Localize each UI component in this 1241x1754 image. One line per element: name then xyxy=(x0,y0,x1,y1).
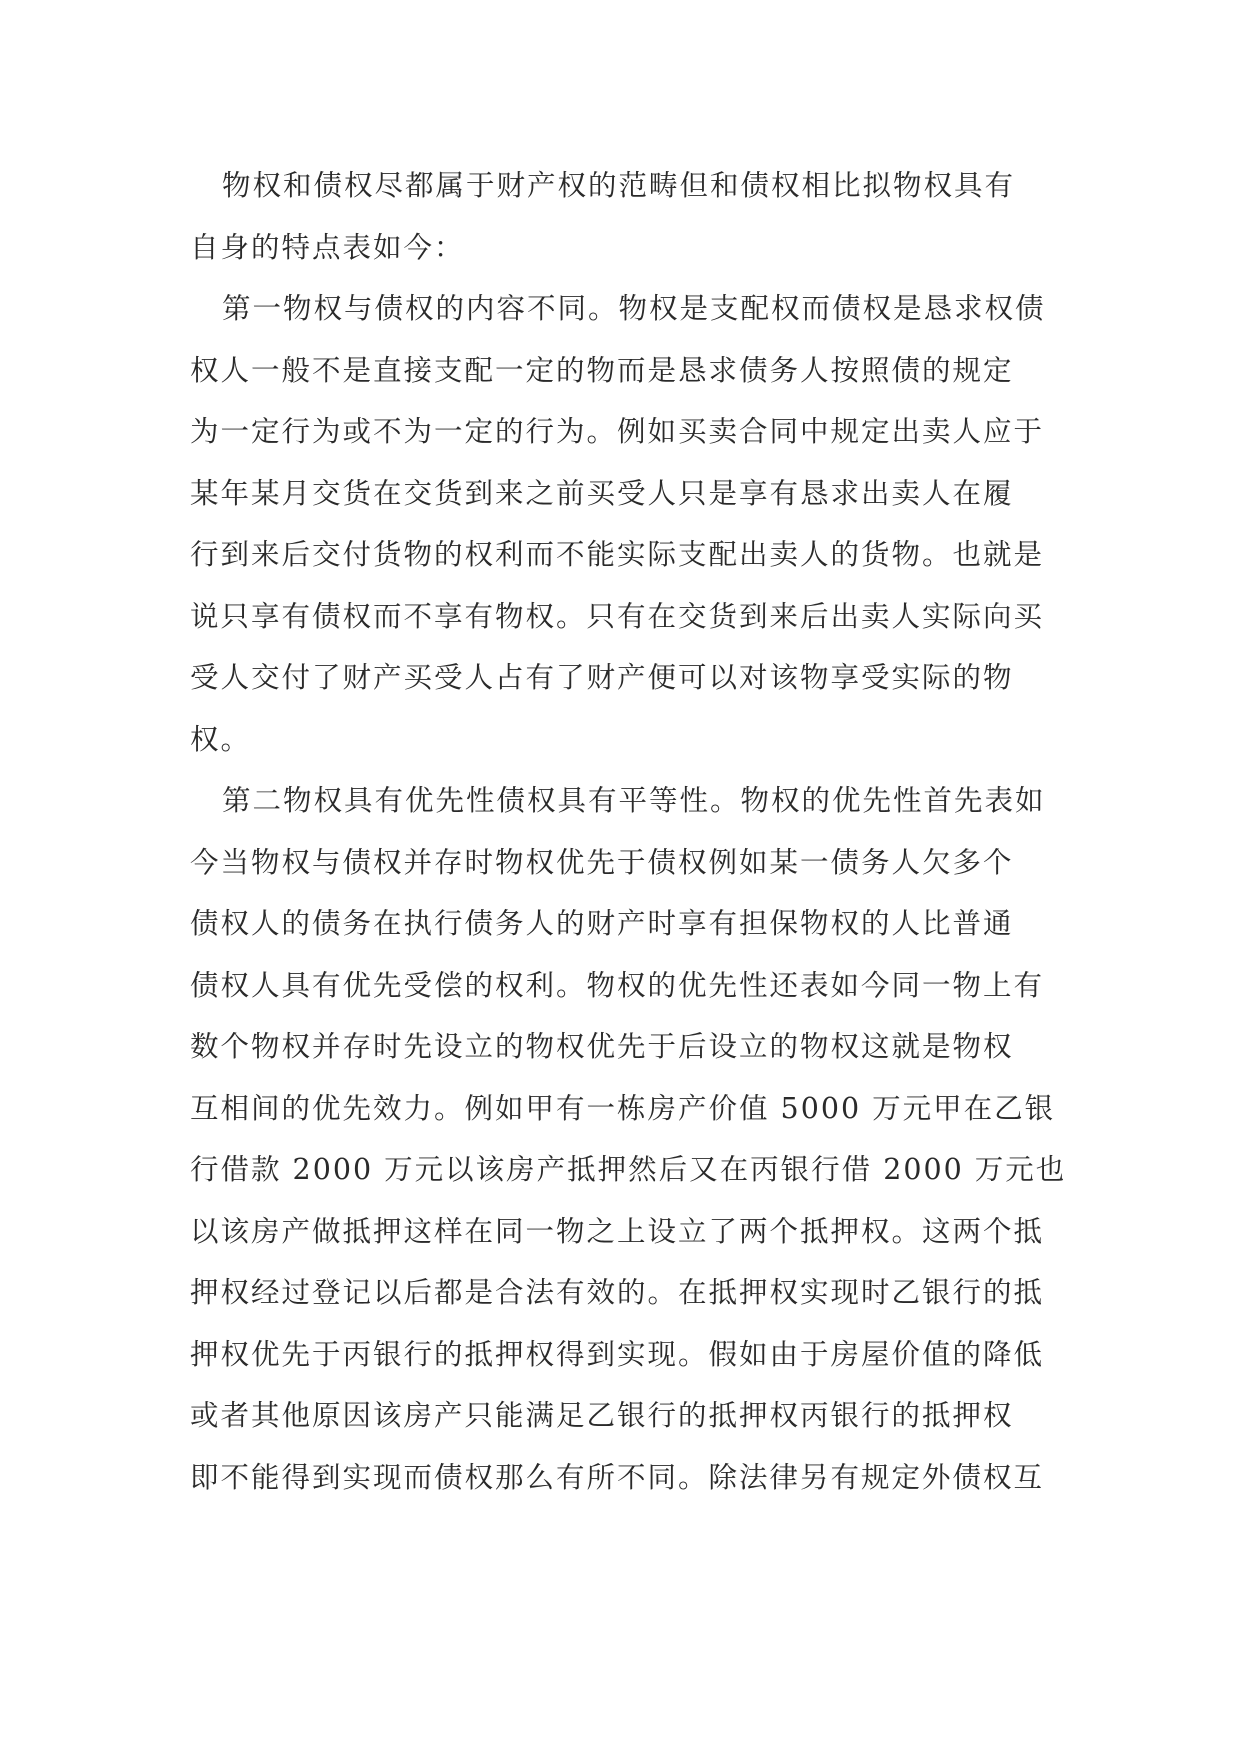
text-line: 权人一般不是直接支配一定的物而是恳求债务人按照债的规定 xyxy=(190,353,1014,387)
text-line: 或者其他原因该房产只能满足乙银行的抵押权丙银行的抵押权 xyxy=(190,1399,1014,1432)
paragraph-second-difference xyxy=(190,770,1067,1508)
text-line: 互相间的优先效力。例如甲有一栋房产价值 5000 万元甲在乙银 xyxy=(190,1091,1056,1125)
text-line: 以该房产做抵押这样在同一物之上设立了两个抵押权。这两个抵 xyxy=(190,1214,1045,1248)
paragraph-intro xyxy=(190,155,1056,278)
text-line: 即不能得到实现而债权那么有所不同。除法律另有规定外债权互 xyxy=(190,1460,1045,1494)
text-line: 债权人具有优先受偿的权利。物权的优先性还表如今同一物上有 xyxy=(190,968,1045,1002)
paragraph-first-difference xyxy=(190,278,1056,770)
text-line: 为一定行为或不为一定的行为。例如买卖合同中规定出卖人应于 xyxy=(190,415,1045,448)
text-line: 某年某月交货在交货到来之前买受人只是享有恳求出卖人在履 xyxy=(190,476,1014,510)
text-line: 今当物权与债权并存时物权优先于债权例如某一债务人欠多个 xyxy=(190,845,1014,879)
text-line: 行借款 2000 万元以该房产抵押然后又在丙银行借 2000 万元也 xyxy=(190,1153,1067,1186)
text-line: 物权和债权尽都属于财产权的范畴但和债权相比拟物权具有 xyxy=(222,169,1016,202)
text-line: 自身的特点表如今： xyxy=(190,230,465,264)
text-line: 第一物权与债权的内容不同。物权是支配权而债权是恳求权债 xyxy=(222,292,1046,325)
text-line: 押权优先于丙银行的抵押权得到实现。假如由于房屋价值的降低 xyxy=(190,1337,1045,1371)
text-line: 押权经过登记以后都是合法有效的。在抵押权实现时乙银行的抵 xyxy=(190,1276,1045,1309)
text-line: 第二物权具有优先性债权具有平等性。物权的优先性首先表如 xyxy=(222,784,1046,817)
text-line: 债权人的债务在执行债务人的财产时享有担保物权的人比普通 xyxy=(190,907,1014,940)
text-line: 受人交付了财产买受人占有了财产便可以对该物享受实际的物 xyxy=(190,661,1014,694)
text-line: 数个物权并存时先设立的物权优先于后设立的物权这就是物权 xyxy=(190,1030,1014,1063)
text-line: 行到来后交付货物的权利而不能实际支配出卖人的货物。也就是 xyxy=(190,538,1045,571)
document-body xyxy=(190,155,1067,1508)
text-line: 权。 xyxy=(190,722,252,756)
text-line: 说只享有债权而不享有物权。只有在交货到来后出卖人实际向买 xyxy=(190,599,1045,633)
